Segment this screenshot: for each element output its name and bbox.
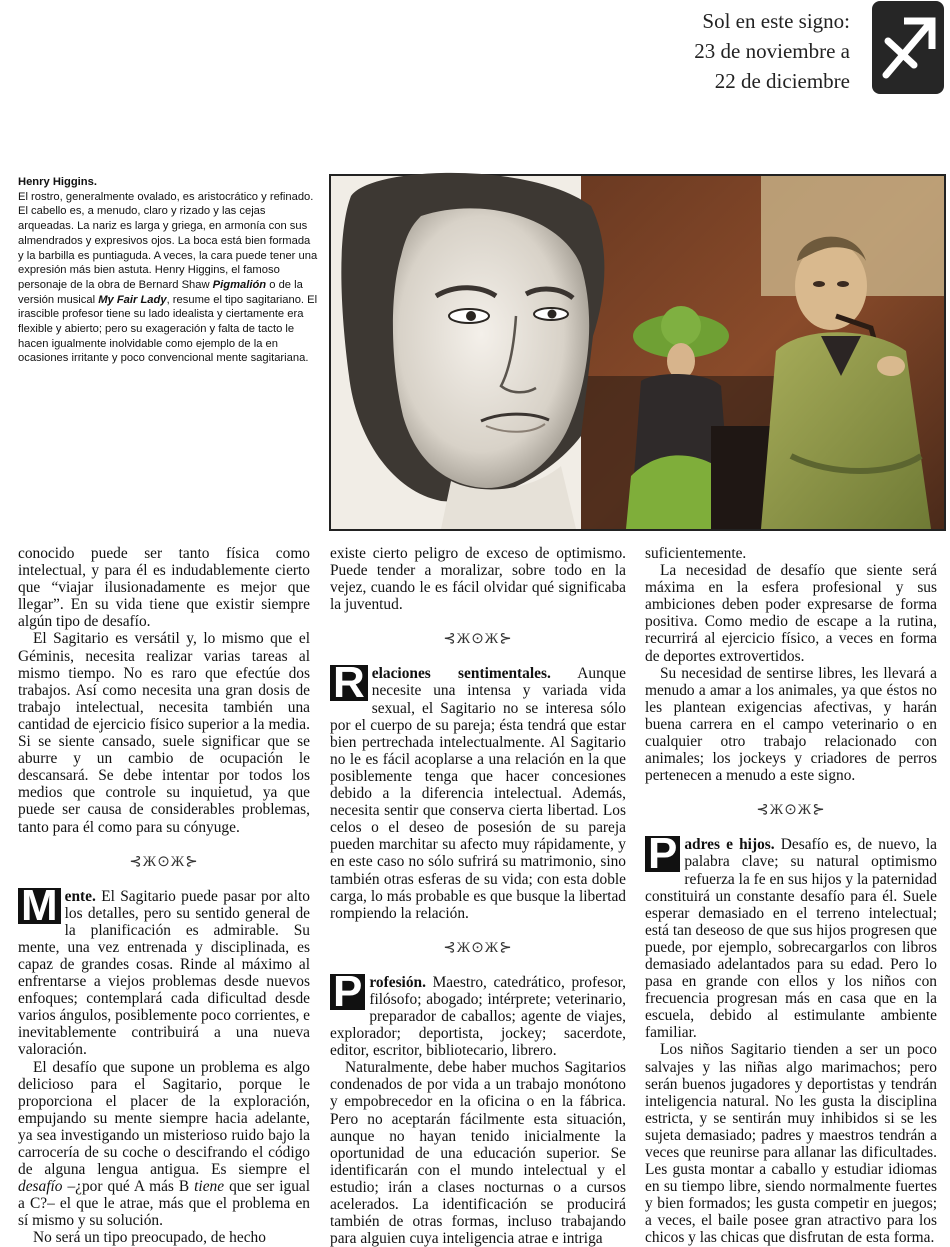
drop-cap: R [330, 665, 368, 701]
caption-work-my-fair-lady: My Fair Lady [98, 293, 167, 306]
sun-sign-line-3: 22 de diciembre [714, 69, 850, 93]
section-padres-hijos [645, 829, 937, 1042]
caption-title: Henry Higgins. [18, 176, 97, 188]
section-heading-mente: ente. [64, 887, 96, 905]
paragraph-text: Maestro, catedrático, profesor, filósofo; abogado; intérprete; veterinario, preparador de caballos; agente de viajes, explorador; deportista, jockey; sacerdote, editor, escritor, bibliotecario, librero. [330, 973, 626, 1060]
paragraph-text: Aunque necesite una intensa y variada vida sexual, el Sagitario no se interesa sólo por el cuerpo de su pareja; ésta tendrá que estar bien pertrechada intelectualmente. Al Sagitario no le es fácil acoplarse a una relación en la que posiblemente tenga que hacer concesiones debido a la diferencia intelectual. Además, necesita sentir que conserva cierta libertad. Los celos o el deseo de posesión de su pareja pueden marchitar su afecto muy rápidamente, y en este caso no sólo sufrirá su matrimonio, sino también otras esferas de su vida; con esta doble carga, lo más probable es que busque la libertad rompiendo la relación. [330, 665, 626, 922]
text-column-3 [645, 545, 937, 1247]
text-column-2 [330, 545, 626, 1247]
italic-word: desafío [18, 1178, 63, 1196]
paragraph: La necesidad de desafío que siente será máxima en la esfera profesional y sus ambiciones deben poder expresarse de forma positiva. Como medio de escape a la rutina, recurrirá al ejercicio físico, a veces en forma de deportes extrovertidos. [645, 562, 937, 665]
paragraph [18, 1059, 310, 1230]
sagittarius-arrow-icon [872, 1, 944, 94]
portrait-illustration-image [331, 176, 944, 529]
paragraph-text: –¿por qué A más B [62, 1178, 195, 1196]
section-profesion [330, 966, 626, 1060]
caption-work-pigmalion: Pigmalión [212, 278, 267, 291]
paragraph-text: El desafío que supone un problema es algo delicioso para el Sagitario, porque le proporciona el placer de la exploración, empujando su mente siempre hacia adelante, ya sea investigando un misterioso ruido bajo la carrocería de su coche o descifrando el código de alguna lengua antigua. Es siempre el [18, 1058, 310, 1179]
drop-cap: P [330, 974, 365, 1010]
illustration-caption [18, 175, 318, 366]
caption-text-3: , resume el tipo sagitariano. El irascible profesor tiene su lado idealista y ciertamente era flexible y abierto; pero su exageración y falta de tacto le hacen igualmente inolvidable como ejemplo de la en ocasiones irritante y poco convencional mente sagitariana. [18, 293, 318, 365]
henry-higgins-illustration [329, 174, 946, 531]
paragraph: suficientemente. [645, 545, 747, 562]
section-ornament: ⊰Ж⊙Ж⊱ [756, 802, 826, 819]
section-relaciones [330, 658, 626, 922]
sagittarius-badge [872, 1, 944, 94]
paragraph: conocido puede ser tanto física como intelectual, y para él es indudablemente cierto que “viajar ilusionadamente es mejor que llegar”. En su vida tiene que existir siempre algún tipo de desafío. [18, 545, 310, 631]
paragraph: El Sagitario es versátil y, lo mismo que el Géminis, necesita realizar varias tareas al mismo tiempo. No es raro que efectúe dos trabajos. Así como necesita una gran dosis de trabajo intelectual, necesita también una cantidad de ejercicio físico superior a la media. Si se siente cansado, suele significar que se aburre y un cambio de ocupación le descansará. Se debe intentar por todos los medios que controle su inquietud, ya que puede ser causa de considerables problemas, tanto para él como para su cónyuge. [18, 630, 310, 836]
section-heading-relaciones: elaciones sentimentales. [371, 665, 551, 683]
drop-cap: P [645, 836, 680, 872]
caption-text-2: o de la versión musical [18, 278, 303, 306]
paragraph: No será un tipo preocupado, de hecho [33, 1229, 266, 1247]
drop-cap: M [18, 888, 61, 924]
paragraph-text: que ser igual a C?– el que le atrae, más que el problema en sí mismo y su solución. [18, 1178, 310, 1230]
paragraph-text: El Sagitario puede pasar por alto los detalles, pero su sentido general de la planificación es admirable. Su mente, una vez entrenada y disciplinada, es capaz de grandes cosas. Rinde al máximo al enfrentarse a viejos problemas desde nuevos enfoques; contemplará cada dificultad desde varios ángulos, posiblemente poco corrientes, e inevitablemente contribuirá a una nueva valoración. [18, 887, 310, 1059]
section-heading-profesion: rofesión. [369, 973, 426, 991]
paragraph: Naturalmente, debe haber muchos Sagitarios condenados de por vida a un trabajo monótono y empobrecedor en la oficina o en la fábrica. Pero no aceptarán fácilmente esta situación, aunque no hayan tenido inicialmente la oportunidad de una educación superior. Se identificarán con el mundo intelectual y el estudio; irán a clases nocturnas o a cursos acelerados. La identificación se producirá también de otras formas, incluso trabajando para alguien cuya inteligencia atrae e intriga [330, 1059, 626, 1247]
caption-text-1: El rostro, generalmente ovalado, es aristocrático y refinado. El cabello es, a menudo, claro y rizado y las cejas arqueadas. La nariz es larga y griega, en armonía con sus almendrados y expresivos ojos. La boca está bien formada y la barbilla es puntiaguda. A veces, la cara puede tener una expresión más bien astuta. Henry Higgins, el famoso personaje de la obra de Bernard Shaw [18, 190, 318, 291]
sun-sign-line-2: 23 de noviembre a [694, 39, 850, 63]
italic-word: tiene [194, 1178, 225, 1196]
section-ornament: ⊰Ж⊙Ж⊱ [443, 631, 513, 648]
paragraph: Su necesidad de sentirse libres, les llevará a menudo a amar a los animales, ya que éstos no les plantean exigencias afectivas, y harán buena carrera en el campo veterinario o en cualquier otro trabajo relacionado con animales; los jockeys y criadores de perros pertenecen a menudo a este signo. [645, 664, 937, 785]
text-column-1 [18, 545, 310, 1247]
section-ornament: ⊰Ж⊙Ж⊱ [443, 939, 513, 956]
paragraph: existe cierto peligro de exceso de optimismo. Puede tender a moralizar, sobre todo en la vejez, cuando le es fácil olvidar qué significaba la juventud. [330, 545, 626, 614]
paragraph-text: Desafío es, de nuevo, la palabra clave; su natural optimismo refuerza la fe en sus hijos y la paternidad constituirá un constante desafío para él. Suele esperar demasiado en el terreno intelectual; está tan deseoso de que sus hijos progresen que puede, por ejemplo, sobrecargarlos con libros demasiado adelantados para su edad. Pero lo pasa en grande con ellos y los niños con frecuencia progresan más en casa que en la escuela, debido al estimulante ambiente familiar. [645, 836, 937, 1042]
section-mente [18, 880, 310, 1059]
section-ornament: ⊰Ж⊙Ж⊱ [129, 853, 199, 870]
sun-sign-dates [694, 6, 850, 96]
section-heading-padres-hijos: adres e hijos. [684, 836, 775, 854]
paragraph: Los niños Sagitario tienden a ser un poco salvajes y las niñas algo marimachos; pero serán buenos jugadores y deportistas y tendrán inteligencia natural. No les gusta la disciplina estricta, y se sentirán muy inhibidos si se les sujeta demasiado; padres y maestros tendrán a veces que reunirse para allanar las dificultades. Les gusta montar a caballo y estudiar idiomas en su tiempo libre, siendo normalmente fuertes y bien formados; les gusta competir en juegos; a veces, el baile posee gran atractivo para los chicos y las chicas que disfrutan de esta forma. [645, 1041, 937, 1247]
sun-sign-line-1: Sol en este signo: [702, 9, 850, 33]
